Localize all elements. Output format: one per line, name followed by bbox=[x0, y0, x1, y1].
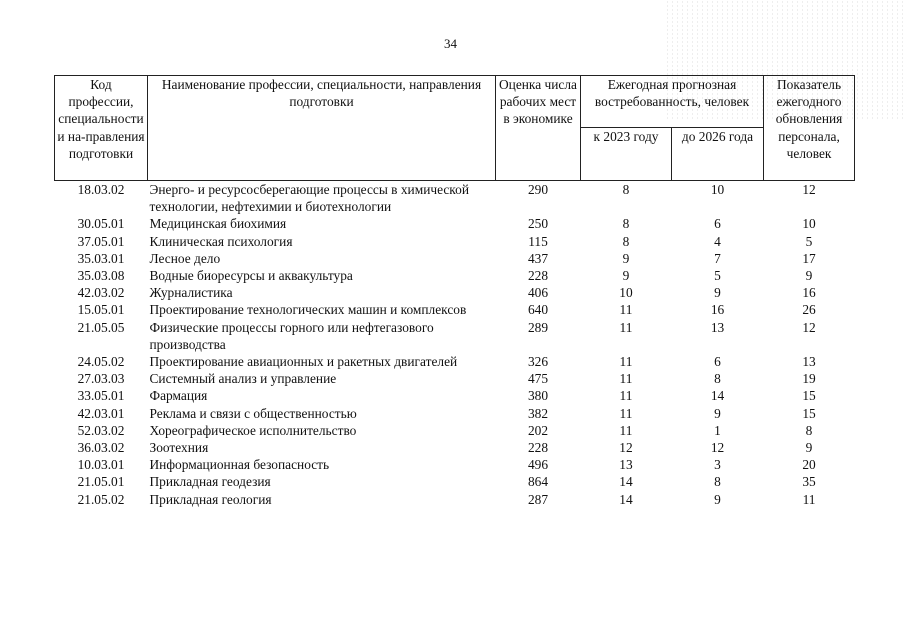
row-estimate: 406 bbox=[527, 285, 549, 301]
header-renewal: Показатель ежегодного обновления персонала, человек bbox=[764, 76, 855, 181]
row-name: Энерго- и ресурсосберегающие процессы в химической технологии, нефтехимии и биотехнологии bbox=[149, 182, 469, 215]
row-demand-2023: 11 bbox=[619, 371, 633, 387]
row-demand-2026: 4 bbox=[714, 233, 721, 249]
row-estimate: 289 bbox=[527, 319, 549, 335]
row-demand-2023: 10 bbox=[619, 285, 633, 301]
row-demand-2026: 9 bbox=[714, 491, 721, 507]
row-renewal: 9 bbox=[805, 440, 813, 456]
table-row bbox=[55, 456, 855, 473]
row-estimate: 475 bbox=[527, 371, 549, 387]
row-name: Клиническая психология bbox=[149, 233, 293, 249]
row-estimate: 250 bbox=[527, 216, 549, 232]
row-code: 30.05.01 bbox=[77, 216, 125, 232]
row-code: 35.03.08 bbox=[77, 268, 125, 284]
header-demand-2023: к 2023 году bbox=[581, 128, 672, 181]
row-renewal: 12 bbox=[802, 182, 816, 197]
row-estimate: 287 bbox=[527, 491, 549, 507]
table-row bbox=[55, 319, 855, 353]
row-estimate: 115 bbox=[528, 233, 548, 249]
row-code: 52.03.02 bbox=[77, 422, 125, 438]
row-code: 37.05.01 bbox=[77, 233, 125, 249]
row-renewal: 5 bbox=[805, 233, 813, 249]
row-renewal: 10 bbox=[802, 216, 816, 232]
table-row bbox=[55, 370, 855, 387]
row-demand-2023: 14 bbox=[619, 474, 633, 490]
header-demand-2026: до 2026 года bbox=[672, 128, 764, 181]
row-estimate: 228 bbox=[527, 268, 549, 284]
row-name: Информационная безопасность bbox=[149, 457, 330, 473]
row-demand-2026: 12 bbox=[710, 440, 725, 456]
page-number: 34 bbox=[444, 36, 457, 51]
row-code: 21.05.01 bbox=[77, 474, 125, 490]
row-name: Проектирование технологических машин и комплексов bbox=[149, 302, 467, 318]
row-code: 42.03.02 bbox=[77, 285, 125, 301]
table-row bbox=[55, 267, 855, 284]
row-renewal: 11 bbox=[802, 491, 816, 507]
row-estimate: 437 bbox=[527, 250, 549, 266]
row-name: Проектирование авиационных и ракетных двигателей bbox=[149, 354, 458, 370]
row-renewal: 8 bbox=[805, 422, 813, 438]
row-demand-2026: 6 bbox=[714, 216, 721, 232]
row-renewal: 35 bbox=[802, 474, 816, 490]
row-demand-2023: 9 bbox=[622, 268, 630, 284]
row-demand-2026: 3 bbox=[714, 457, 721, 473]
row-renewal: 15 bbox=[802, 388, 816, 404]
table-row bbox=[55, 387, 855, 404]
row-name: Зоотехния bbox=[149, 440, 209, 456]
row-demand-2023: 11 bbox=[619, 405, 633, 421]
table-row bbox=[55, 491, 855, 508]
row-demand-2026: 13 bbox=[710, 319, 725, 335]
row-name: Хореографическое исполнительство bbox=[149, 422, 357, 438]
row-demand-2023: 9 bbox=[622, 250, 630, 266]
table-row bbox=[55, 405, 855, 422]
table-row bbox=[55, 422, 855, 439]
row-estimate: 864 bbox=[527, 474, 549, 490]
row-code: 27.03.03 bbox=[77, 371, 125, 387]
table-row bbox=[55, 250, 855, 267]
row-demand-2026: 1 bbox=[714, 422, 721, 438]
row-demand-2023: 8 bbox=[622, 216, 630, 232]
row-demand-2023: 11 bbox=[619, 422, 633, 438]
table-row bbox=[55, 473, 855, 490]
row-demand-2026: 6 bbox=[714, 354, 721, 370]
row-code: 33.05.01 bbox=[77, 388, 125, 404]
row-demand-2023: 14 bbox=[619, 491, 633, 507]
table-row bbox=[55, 284, 855, 301]
row-demand-2023: 11 bbox=[619, 319, 633, 335]
table-row bbox=[55, 301, 855, 318]
row-demand-2023: 11 bbox=[619, 388, 633, 404]
row-estimate: 640 bbox=[527, 302, 549, 318]
table-row bbox=[55, 353, 855, 370]
row-name: Фармация bbox=[149, 388, 208, 404]
row-name: Физические процессы горного или нефтегазового производства bbox=[149, 319, 434, 352]
row-demand-2023: 8 bbox=[622, 182, 630, 197]
row-estimate: 496 bbox=[527, 457, 549, 473]
row-name: Реклама и связи с общественностью bbox=[149, 405, 357, 421]
row-estimate: 382 bbox=[527, 405, 549, 421]
row-renewal: 20 bbox=[802, 457, 816, 473]
row-demand-2023: 11 bbox=[619, 354, 633, 370]
row-code: 18.03.02 bbox=[77, 182, 125, 197]
table-row bbox=[55, 233, 855, 250]
row-demand-2026: 16 bbox=[710, 302, 725, 318]
row-renewal: 12 bbox=[802, 319, 816, 335]
row-demand-2026: 5 bbox=[714, 268, 721, 284]
row-name: Системный анализ и управление bbox=[149, 371, 337, 387]
row-renewal: 16 bbox=[802, 285, 816, 301]
header-demand-group: Ежегодная прогнозная востребованность, человек bbox=[581, 76, 764, 128]
row-demand-2023: 11 bbox=[619, 302, 633, 318]
row-code: 15.05.01 bbox=[77, 302, 125, 318]
row-demand-2026: 9 bbox=[714, 405, 721, 421]
table-row bbox=[55, 439, 855, 456]
row-demand-2026: 9 bbox=[714, 285, 721, 301]
row-demand-2026: 7 bbox=[714, 250, 721, 266]
table-body bbox=[55, 181, 855, 508]
row-renewal: 9 bbox=[805, 268, 813, 284]
row-demand-2023: 12 bbox=[619, 440, 633, 456]
row-renewal: 26 bbox=[802, 302, 816, 318]
row-renewal: 15 bbox=[802, 405, 816, 421]
row-code: 24.05.02 bbox=[77, 354, 125, 370]
header-row-1 bbox=[55, 76, 855, 128]
row-demand-2026: 8 bbox=[714, 474, 721, 490]
row-estimate: 326 bbox=[527, 354, 549, 370]
row-demand-2026: 10 bbox=[710, 182, 725, 197]
row-estimate: 290 bbox=[527, 182, 549, 197]
row-demand-2023: 13 bbox=[619, 457, 633, 473]
table-row bbox=[55, 215, 855, 232]
row-code: 35.03.01 bbox=[77, 250, 125, 266]
row-code: 21.05.02 bbox=[77, 491, 125, 507]
header-code: Код профессии, специальности и на-правления подготовки bbox=[55, 76, 148, 181]
row-renewal: 13 bbox=[802, 354, 816, 370]
row-estimate: 228 bbox=[527, 440, 549, 456]
row-renewal: 19 bbox=[802, 371, 816, 387]
row-name: Водные биоресурсы и аквакультура bbox=[149, 268, 353, 284]
row-renewal: 17 bbox=[802, 250, 816, 266]
row-name: Журналистика bbox=[149, 285, 233, 301]
row-name: Прикладная геология bbox=[149, 491, 272, 507]
row-demand-2023: 8 bbox=[622, 233, 630, 249]
row-code: 36.03.02 bbox=[77, 440, 125, 456]
row-name: Лесное дело bbox=[149, 250, 221, 266]
row-code: 10.03.01 bbox=[77, 457, 125, 473]
row-demand-2026: 8 bbox=[714, 371, 721, 387]
row-estimate: 380 bbox=[527, 388, 549, 404]
row-name: Прикладная геодезия bbox=[149, 474, 271, 490]
header-estimate: Оценка числа рабочих мест в экономике bbox=[496, 76, 581, 181]
row-demand-2026: 14 bbox=[710, 388, 725, 404]
row-estimate: 202 bbox=[527, 422, 549, 438]
header-name: Наименование профессии, специальности, направления подготовки bbox=[148, 76, 496, 181]
row-code: 42.03.01 bbox=[77, 405, 125, 421]
table-row bbox=[55, 181, 855, 216]
professions-table bbox=[54, 75, 855, 508]
row-code: 21.05.05 bbox=[77, 319, 125, 335]
row-name: Медицинская биохимия bbox=[149, 216, 287, 232]
